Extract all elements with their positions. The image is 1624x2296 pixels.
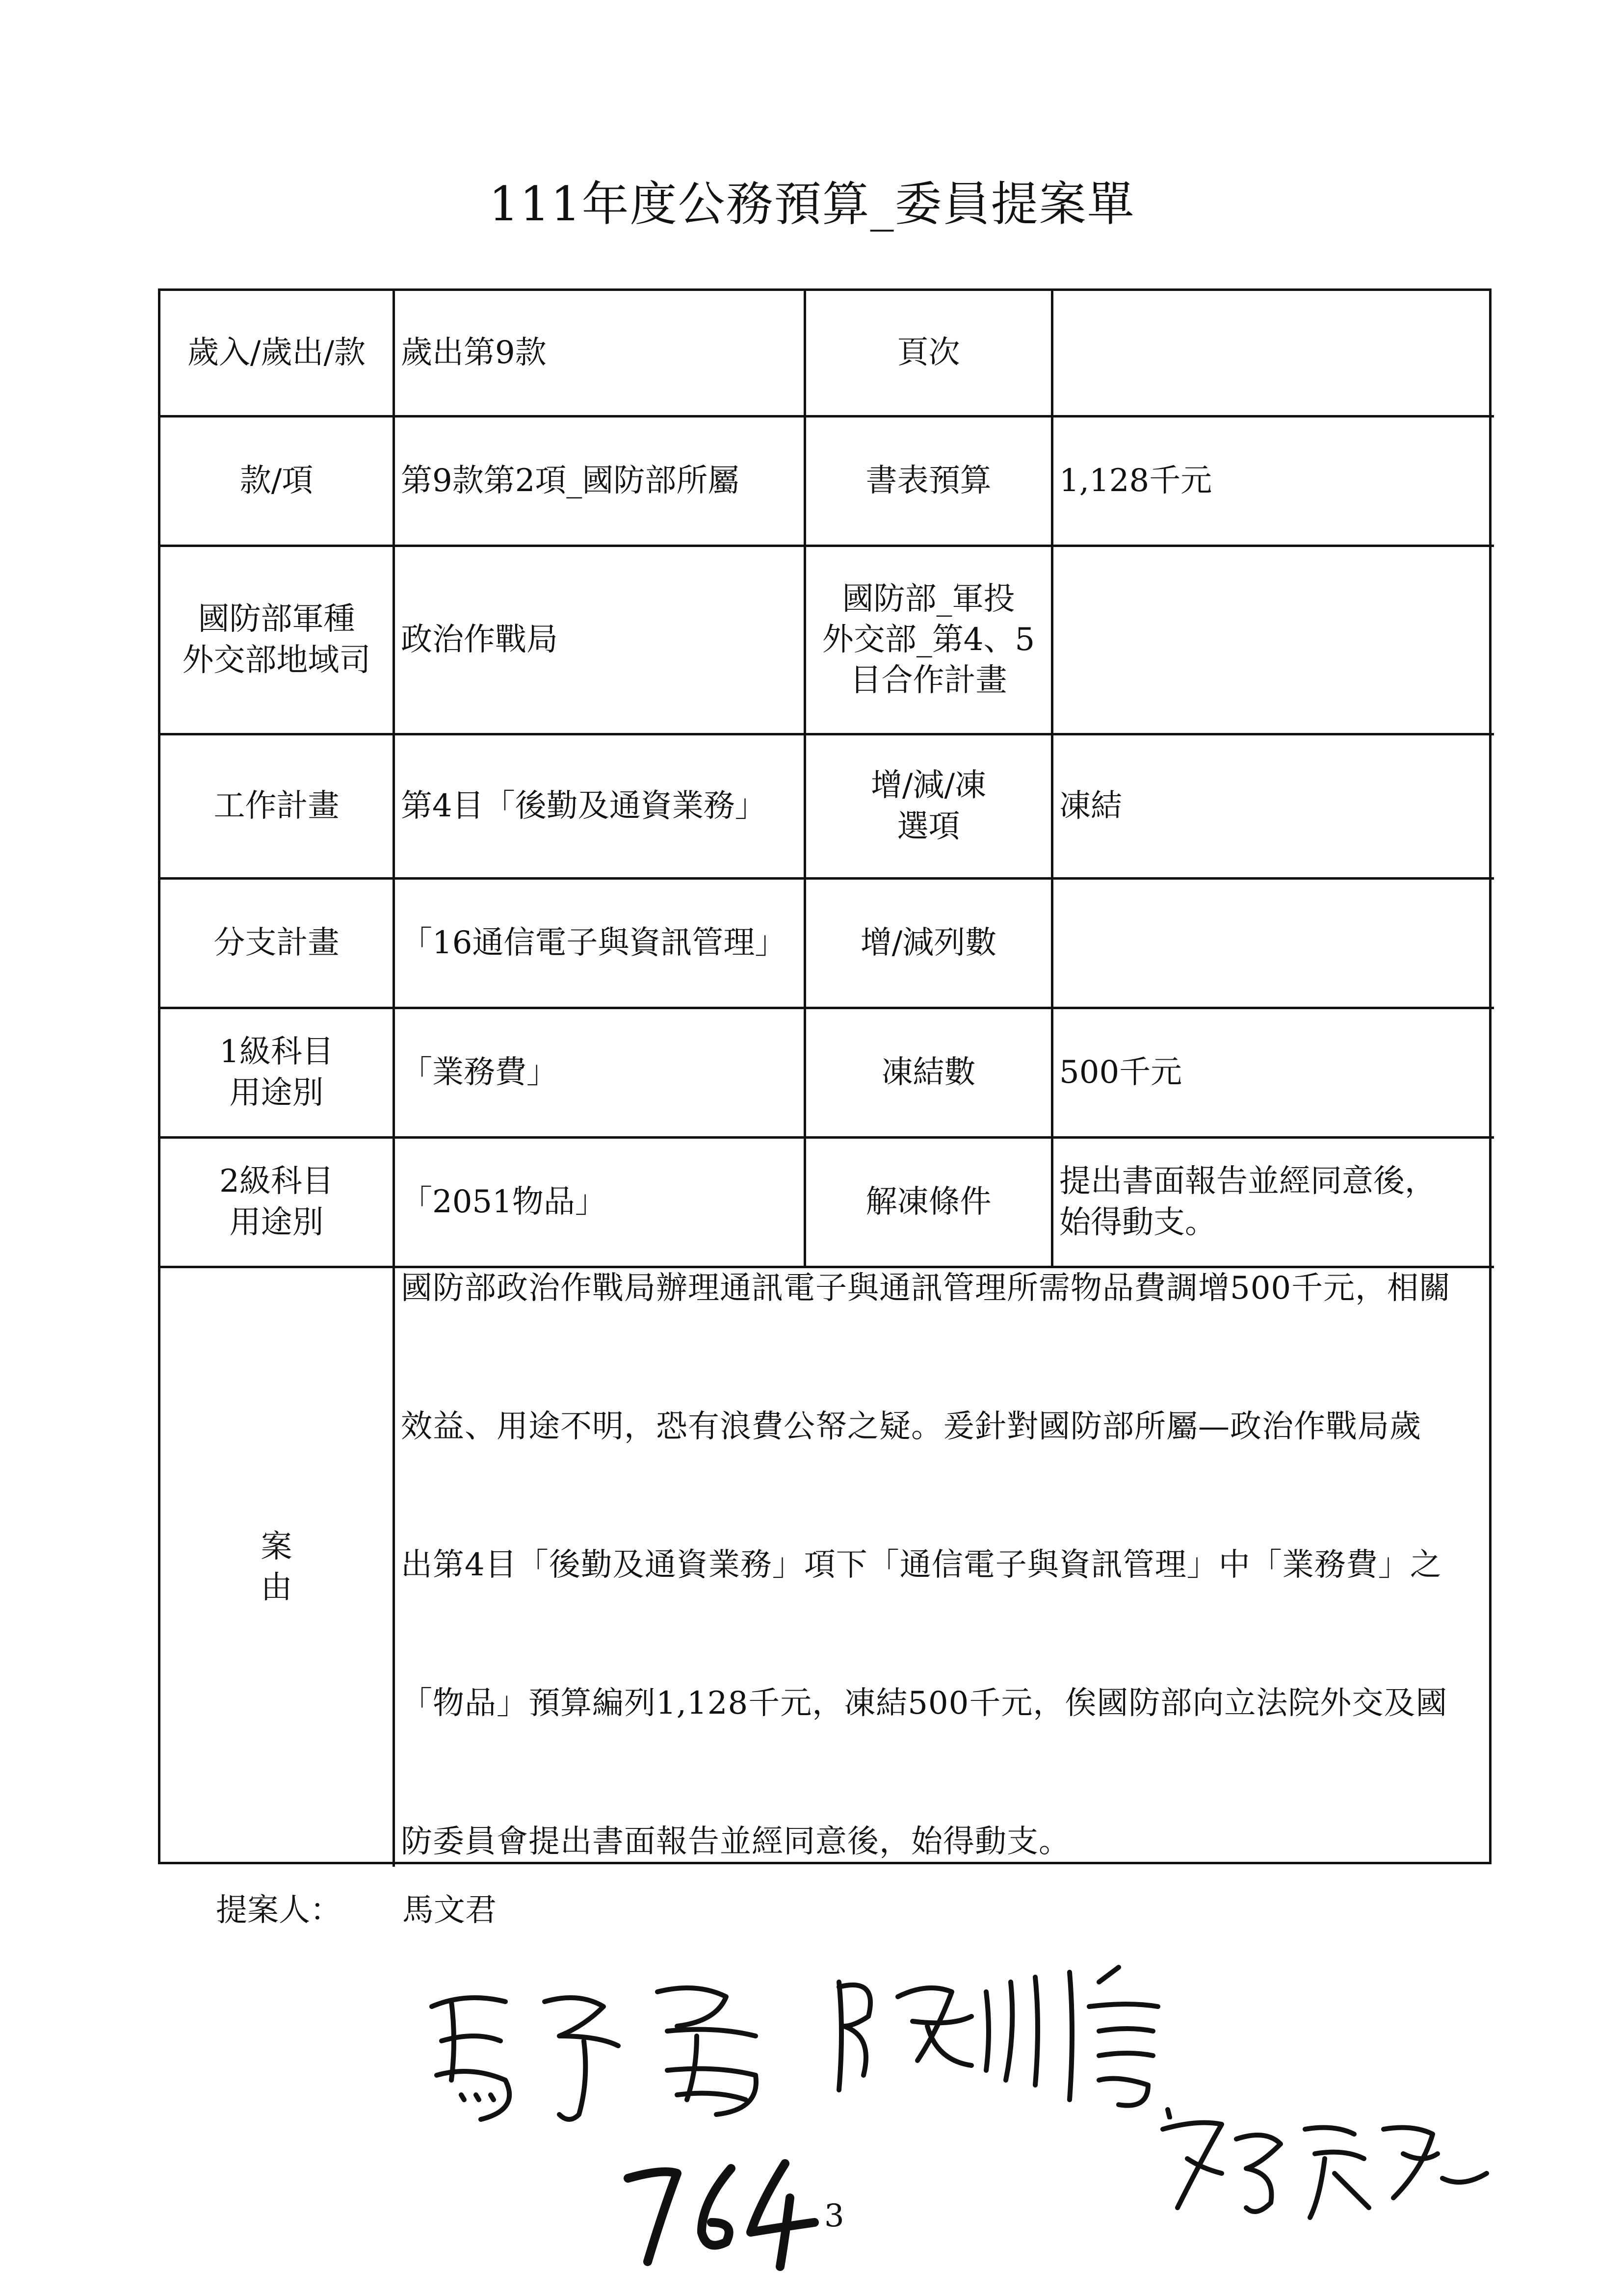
- value-cooperation-plan: [1053, 547, 1494, 735]
- label-level1-subject: [160, 1009, 395, 1139]
- label-cooperation-line3: 目合作計畫: [850, 662, 1007, 699]
- reason-line: 防委員會提出書面報告並經同意後，始得動支。: [401, 1824, 1071, 1860]
- label-work-plan: 工作計畫: [160, 735, 395, 880]
- reason-line: 出第4目「後勤及通資業務」項下「通信電子與資訊管理」中「業務費」之: [401, 1547, 1442, 1583]
- proposer-label: 提案人：: [216, 1892, 341, 1929]
- label-cooperation-line2: 外交部_第4、5: [822, 621, 1035, 658]
- label-cooperation-plan: [806, 547, 1053, 735]
- label-branch-line2: 外交部地域司: [182, 642, 371, 678]
- label-option: [806, 735, 1053, 880]
- value-unfreeze-line2: 始得動支。: [1059, 1204, 1216, 1241]
- signature-chen-yi-hsin: [824, 1953, 1207, 2119]
- value-option: 凍結: [1053, 735, 1494, 880]
- label-budget-type: 歲入/歲出/款: [160, 291, 395, 417]
- value-level2-subject: 「2051物品」: [395, 1139, 806, 1268]
- value-work-plan: 第4目「後勤及通資業務」: [395, 735, 806, 880]
- reason-line: 效益、用途不明，恐有浪費公帑之疑。爰針對國防部所屬—政治作戰局歲: [401, 1409, 1421, 1445]
- value-level1-subject: 「業務費」: [395, 1009, 806, 1139]
- label-page: 頁次: [806, 291, 1053, 417]
- value-branch: 政治作戰局: [395, 547, 806, 735]
- reason-label-text: 案由: [261, 1528, 366, 1606]
- label-level1-line1: 1級科目: [219, 1034, 334, 1070]
- reason-text: [395, 1268, 1494, 1867]
- label-unfreeze-condition: 解凍條件: [806, 1139, 1053, 1268]
- label-cooperation-line1: 國防部_軍投: [842, 580, 1015, 617]
- form-title: 111年度公務預算_委員提案單: [489, 177, 1135, 232]
- value-page: [1053, 291, 1494, 417]
- label-option-line1: 增/減/凍: [870, 767, 987, 804]
- label-level1-line2: 用途別: [229, 1074, 324, 1111]
- value-unfreeze-line1: 提出書面報告並經同意後，: [1059, 1163, 1436, 1200]
- handwritten-number: [618, 2149, 824, 2276]
- page-number: 3: [824, 2198, 844, 2234]
- reason-line: 「物品」預算編列1,128千元，凍結500千元，俟國防部向立法院外交及國: [401, 1685, 1448, 1722]
- label-freeze-amount: 凍結數: [806, 1009, 1053, 1139]
- proposal-form-table: [158, 288, 1492, 1864]
- label-level2-subject: [160, 1139, 395, 1268]
- value-budget-amount: 1,128千元: [1053, 417, 1494, 547]
- label-branch-line1: 國防部軍種: [198, 601, 355, 638]
- reason-line: 國防部政治作戰局辦理通訊電子與通訊管理所需物品費調增500千元，相關: [401, 1270, 1451, 1306]
- value-item: 第9款第2項_國防部所屬: [395, 417, 806, 547]
- value-freeze-amount: 500千元: [1053, 1009, 1494, 1139]
- label-sub-plan: 分支計畫: [160, 880, 395, 1009]
- label-branch: [160, 547, 395, 735]
- label-level2-line2: 用途別: [229, 1204, 324, 1241]
- value-budget-type: 歲出第9款: [395, 291, 806, 417]
- label-change-amount: 增/減列數: [806, 880, 1053, 1009]
- label-item: 款/項: [160, 417, 395, 547]
- label-budget-amount: 書表預算: [806, 417, 1053, 547]
- label-reason: [160, 1268, 395, 1867]
- proposer-name: 馬文君: [402, 1892, 497, 1929]
- value-sub-plan: 「16通信電子與資訊管理」: [395, 880, 806, 1009]
- signature-ma-wen-chun: [422, 1972, 795, 2139]
- signature-ho-chih-wei: [1148, 2100, 1492, 2227]
- label-level2-line1: 2級科目: [219, 1163, 334, 1200]
- value-change-amount: [1053, 880, 1494, 1009]
- label-option-line2: 選項: [897, 808, 960, 845]
